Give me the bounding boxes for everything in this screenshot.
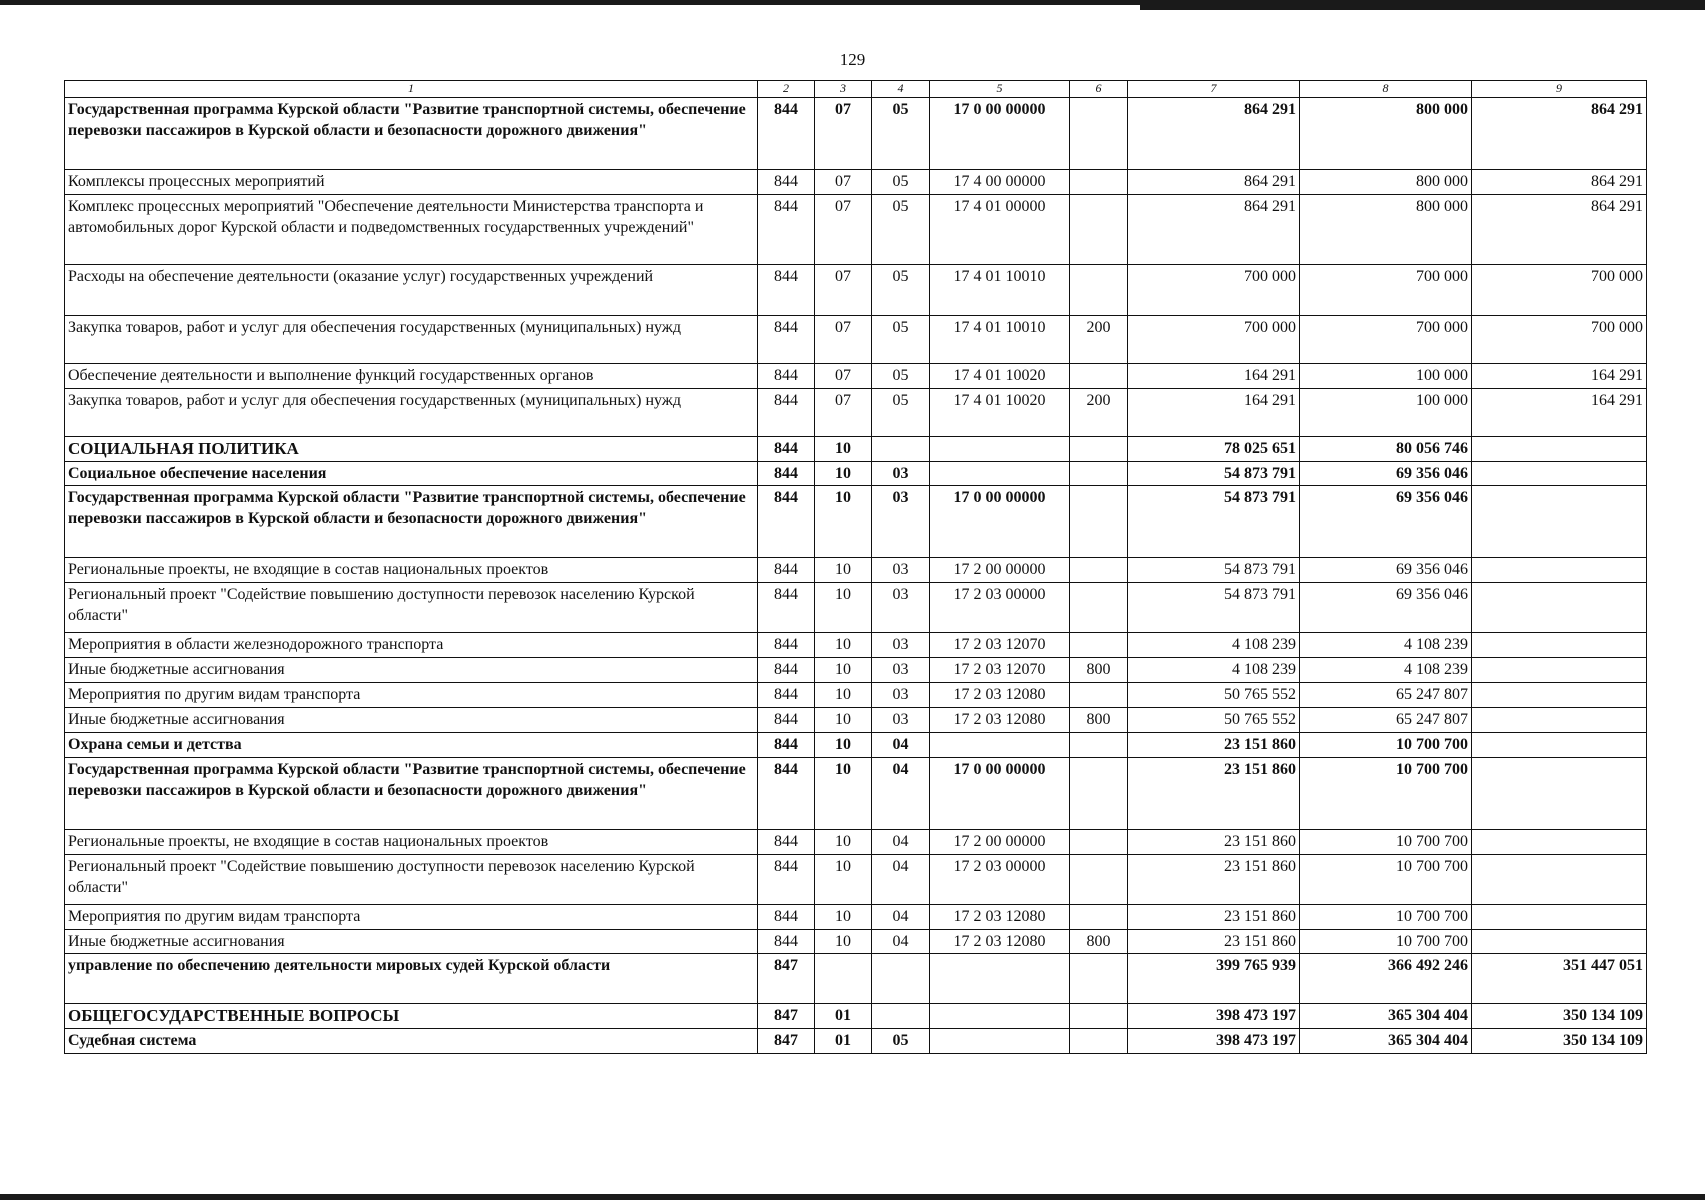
ministry-code-cell: 844 — [758, 170, 815, 195]
column-header: 3 — [815, 81, 872, 98]
amount-col7-cell: 23 151 860 — [1128, 855, 1300, 905]
subsection-code-cell: 04 — [872, 905, 930, 930]
section-code-cell: 10 — [815, 462, 872, 486]
subsection-code-cell: 05 — [872, 1029, 930, 1054]
table-row — [65, 558, 1647, 583]
subsection-code-cell: 03 — [872, 708, 930, 733]
subsection-code-cell: 04 — [872, 758, 930, 830]
table-row — [65, 195, 1647, 265]
table-row — [65, 486, 1647, 558]
amount-col9-cell: 164 291 — [1472, 364, 1647, 389]
row-name-cell: управление по обеспечению деятельности мировых судей Курской области — [65, 954, 758, 1004]
row-name-cell: Региональные проекты, не входящие в состав национальных проектов — [65, 558, 758, 583]
amount-col8-cell: 800 000 — [1300, 98, 1472, 170]
section-code-cell: 07 — [815, 364, 872, 389]
subsection-code-cell — [872, 954, 930, 1004]
row-name-cell: Региональный проект "Содействие повышению доступности перевозок населению Курской области" — [65, 583, 758, 633]
section-code-cell: 07 — [815, 98, 872, 170]
amount-col9-cell — [1472, 733, 1647, 758]
amount-col7-cell: 4 108 239 — [1128, 658, 1300, 683]
section-code-cell: 10 — [815, 830, 872, 855]
table-row — [65, 170, 1647, 195]
amount-col7-cell: 700 000 — [1128, 265, 1300, 316]
target-article-cell — [930, 954, 1070, 1004]
target-article-cell — [930, 733, 1070, 758]
expense-type-cell — [1070, 486, 1128, 558]
target-article-cell: 17 2 03 12070 — [930, 633, 1070, 658]
expense-type-cell — [1070, 830, 1128, 855]
target-article-cell: 17 4 00 00000 — [930, 170, 1070, 195]
row-name-cell: ОБЩЕГОСУДАРСТВЕННЫЕ ВОПРОСЫ — [65, 1004, 758, 1029]
target-article-cell: 17 0 00 00000 — [930, 486, 1070, 558]
target-article-cell: 17 4 01 10020 — [930, 389, 1070, 437]
amount-col8-cell: 69 356 046 — [1300, 486, 1472, 558]
target-article-cell — [930, 462, 1070, 486]
target-article-cell — [930, 1004, 1070, 1029]
section-code-cell: 10 — [815, 905, 872, 930]
expense-type-cell — [1070, 265, 1128, 316]
target-article-cell — [930, 437, 1070, 462]
column-header: 6 — [1070, 81, 1128, 98]
amount-col7-cell: 398 473 197 — [1128, 1004, 1300, 1029]
expense-type-cell — [1070, 1004, 1128, 1029]
amount-col8-cell: 365 304 404 — [1300, 1029, 1472, 1054]
amount-col7-cell: 23 151 860 — [1128, 758, 1300, 830]
scan-edge-bottom — [0, 1194, 1705, 1200]
row-name-cell: Государственная программа Курской области "Развитие транспортной системы, обеспечение перевозки пассажиров в Курской области и безопасности дорожного движения" — [65, 98, 758, 170]
expense-type-cell — [1070, 758, 1128, 830]
target-article-cell: 17 2 03 00000 — [930, 855, 1070, 905]
section-code-cell: 10 — [815, 658, 872, 683]
row-name-cell: Государственная программа Курской области "Развитие транспортной системы, обеспечение перевозки пассажиров в Курской области и безопасности дорожного движения" — [65, 486, 758, 558]
row-name-cell: Иные бюджетные ассигнования — [65, 708, 758, 733]
amount-col8-cell: 10 700 700 — [1300, 930, 1472, 954]
amount-col9-cell — [1472, 830, 1647, 855]
table-row — [65, 364, 1647, 389]
table-row — [65, 265, 1647, 316]
expense-type-cell: 200 — [1070, 316, 1128, 364]
amount-col7-cell: 4 108 239 — [1128, 633, 1300, 658]
amount-col7-cell: 54 873 791 — [1128, 558, 1300, 583]
target-article-cell: 17 2 00 00000 — [930, 830, 1070, 855]
header-row — [65, 81, 1647, 98]
table-row — [65, 683, 1647, 708]
ministry-code-cell: 844 — [758, 389, 815, 437]
amount-col9-cell — [1472, 633, 1647, 658]
amount-col8-cell: 366 492 246 — [1300, 954, 1472, 1004]
ministry-code-cell: 844 — [758, 708, 815, 733]
amount-col9-cell: 864 291 — [1472, 195, 1647, 265]
expense-type-cell — [1070, 905, 1128, 930]
row-name-cell: Обеспечение деятельности и выполнение функций государственных органов — [65, 364, 758, 389]
ministry-code-cell: 844 — [758, 558, 815, 583]
ministry-code-cell: 844 — [758, 583, 815, 633]
amount-col9-cell: 350 134 109 — [1472, 1004, 1647, 1029]
amount-col8-cell: 10 700 700 — [1300, 855, 1472, 905]
amount-col9-cell — [1472, 708, 1647, 733]
table-row — [65, 389, 1647, 437]
column-header: 8 — [1300, 81, 1472, 98]
section-code-cell: 10 — [815, 583, 872, 633]
row-name-cell: Региональный проект "Содействие повышению доступности перевозок населению Курской области" — [65, 855, 758, 905]
amount-col9-cell — [1472, 486, 1647, 558]
ministry-code-cell: 844 — [758, 830, 815, 855]
table-row — [65, 98, 1647, 170]
table-row — [65, 905, 1647, 930]
amount-col8-cell: 365 304 404 — [1300, 1004, 1472, 1029]
target-article-cell: 17 4 01 00000 — [930, 195, 1070, 265]
column-header: 2 — [758, 81, 815, 98]
amount-col8-cell: 10 700 700 — [1300, 758, 1472, 830]
amount-col9-cell: 864 291 — [1472, 98, 1647, 170]
amount-col9-cell: 350 134 109 — [1472, 1029, 1647, 1054]
subsection-code-cell: 03 — [872, 683, 930, 708]
expense-type-cell — [1070, 1029, 1128, 1054]
section-code-cell: 10 — [815, 683, 872, 708]
row-name-cell: Закупка товаров, работ и услуг для обеспечения государственных (муниципальных) нужд — [65, 316, 758, 364]
amount-col9-cell — [1472, 930, 1647, 954]
amount-col8-cell: 69 356 046 — [1300, 558, 1472, 583]
row-name-cell: Закупка товаров, работ и услуг для обеспечения государственных (муниципальных) нужд — [65, 389, 758, 437]
amount-col8-cell: 100 000 — [1300, 364, 1472, 389]
amount-col9-cell — [1472, 558, 1647, 583]
section-code-cell — [815, 954, 872, 1004]
target-article-cell: 17 4 01 10010 — [930, 316, 1070, 364]
subsection-code-cell: 05 — [872, 389, 930, 437]
target-article-cell: 17 2 03 12080 — [930, 683, 1070, 708]
amount-col8-cell: 10 700 700 — [1300, 830, 1472, 855]
target-article-cell: 17 2 00 00000 — [930, 558, 1070, 583]
amount-col8-cell: 65 247 807 — [1300, 708, 1472, 733]
subsection-code-cell: 04 — [872, 855, 930, 905]
expense-type-cell — [1070, 195, 1128, 265]
amount-col9-cell — [1472, 658, 1647, 683]
amount-col9-cell — [1472, 583, 1647, 633]
expense-type-cell — [1070, 855, 1128, 905]
expense-type-cell: 800 — [1070, 658, 1128, 683]
amount-col7-cell: 398 473 197 — [1128, 1029, 1300, 1054]
table-row — [65, 462, 1647, 486]
section-code-cell: 10 — [815, 855, 872, 905]
expense-type-cell: 800 — [1070, 708, 1128, 733]
scan-edge-top-right — [1140, 0, 1705, 10]
row-name-cell: Иные бюджетные ассигнования — [65, 930, 758, 954]
ministry-code-cell: 844 — [758, 855, 815, 905]
target-article-cell: 17 4 01 10010 — [930, 265, 1070, 316]
table-row — [65, 583, 1647, 633]
amount-col8-cell: 10 700 700 — [1300, 905, 1472, 930]
amount-col8-cell: 4 108 239 — [1300, 633, 1472, 658]
subsection-code-cell: 03 — [872, 583, 930, 633]
amount-col7-cell: 23 151 860 — [1128, 830, 1300, 855]
ministry-code-cell: 844 — [758, 930, 815, 954]
subsection-code-cell — [872, 437, 930, 462]
subsection-code-cell: 05 — [872, 364, 930, 389]
row-name-cell: СОЦИАЛЬНАЯ ПОЛИТИКА — [65, 437, 758, 462]
amount-col8-cell: 4 108 239 — [1300, 658, 1472, 683]
amount-col8-cell: 700 000 — [1300, 265, 1472, 316]
amount-col8-cell: 80 056 746 — [1300, 437, 1472, 462]
target-article-cell: 17 0 00 00000 — [930, 758, 1070, 830]
table-row — [65, 733, 1647, 758]
table-row — [65, 855, 1647, 905]
section-code-cell: 07 — [815, 265, 872, 316]
subsection-code-cell: 05 — [872, 316, 930, 364]
amount-col7-cell: 164 291 — [1128, 389, 1300, 437]
ministry-code-cell: 844 — [758, 486, 815, 558]
row-name-cell: Региональные проекты, не входящие в состав национальных проектов — [65, 830, 758, 855]
row-name-cell: Государственная программа Курской области "Развитие транспортной системы, обеспечение перевозки пассажиров в Курской области и безопасности дорожного движения" — [65, 758, 758, 830]
amount-col7-cell: 54 873 791 — [1128, 462, 1300, 486]
row-name-cell: Иные бюджетные ассигнования — [65, 658, 758, 683]
column-header: 1 — [65, 81, 758, 98]
amount-col9-cell — [1472, 683, 1647, 708]
amount-col7-cell: 399 765 939 — [1128, 954, 1300, 1004]
amount-col7-cell: 78 025 651 — [1128, 437, 1300, 462]
ministry-code-cell: 844 — [758, 462, 815, 486]
section-code-cell: 01 — [815, 1004, 872, 1029]
expense-type-cell — [1070, 364, 1128, 389]
amount-col7-cell: 54 873 791 — [1128, 583, 1300, 633]
ministry-code-cell: 844 — [758, 633, 815, 658]
column-header: 7 — [1128, 81, 1300, 98]
amount-col7-cell: 23 151 860 — [1128, 905, 1300, 930]
expense-type-cell — [1070, 558, 1128, 583]
target-article-cell: 17 2 03 12080 — [930, 930, 1070, 954]
ministry-code-cell: 844 — [758, 195, 815, 265]
section-code-cell: 07 — [815, 316, 872, 364]
section-code-cell: 10 — [815, 930, 872, 954]
table-row — [65, 930, 1647, 954]
amount-col9-cell — [1472, 462, 1647, 486]
row-name-cell: Мероприятия в области железнодорожного транспорта — [65, 633, 758, 658]
ministry-code-cell: 844 — [758, 437, 815, 462]
ministry-code-cell: 847 — [758, 1004, 815, 1029]
expense-type-cell — [1070, 683, 1128, 708]
target-article-cell: 17 0 00 00000 — [930, 98, 1070, 170]
row-name-cell: Комплексы процессных мероприятий — [65, 170, 758, 195]
subsection-code-cell: 05 — [872, 98, 930, 170]
subsection-code-cell: 03 — [872, 558, 930, 583]
ministry-code-cell: 844 — [758, 658, 815, 683]
section-code-cell: 10 — [815, 558, 872, 583]
expense-type-cell — [1070, 954, 1128, 1004]
row-name-cell: Социальное обеспечение населения — [65, 462, 758, 486]
row-name-cell: Мероприятия по другим видам транспорта — [65, 683, 758, 708]
amount-col9-cell — [1472, 855, 1647, 905]
amount-col7-cell: 23 151 860 — [1128, 733, 1300, 758]
amount-col7-cell: 864 291 — [1128, 98, 1300, 170]
expense-type-cell — [1070, 437, 1128, 462]
section-code-cell: 10 — [815, 758, 872, 830]
amount-col7-cell: 864 291 — [1128, 170, 1300, 195]
target-article-cell: 17 2 03 12080 — [930, 905, 1070, 930]
expense-type-cell — [1070, 733, 1128, 758]
expense-type-cell — [1070, 170, 1128, 195]
table-row — [65, 1029, 1647, 1054]
row-name-cell: Охрана семьи и детства — [65, 733, 758, 758]
table-row — [65, 658, 1647, 683]
amount-col9-cell: 700 000 — [1472, 265, 1647, 316]
ministry-code-cell: 844 — [758, 265, 815, 316]
expense-type-cell: 800 — [1070, 930, 1128, 954]
ministry-code-cell: 844 — [758, 733, 815, 758]
target-article-cell: 17 2 03 00000 — [930, 583, 1070, 633]
amount-col8-cell: 800 000 — [1300, 170, 1472, 195]
subsection-code-cell: 03 — [872, 633, 930, 658]
amount-col9-cell: 164 291 — [1472, 389, 1647, 437]
section-code-cell: 10 — [815, 733, 872, 758]
page-number: 129 — [839, 50, 866, 69]
table-row — [65, 316, 1647, 364]
amount-col8-cell: 700 000 — [1300, 316, 1472, 364]
amount-col8-cell: 100 000 — [1300, 389, 1472, 437]
subsection-code-cell: 04 — [872, 733, 930, 758]
ministry-code-cell: 844 — [758, 364, 815, 389]
subsection-code-cell: 05 — [872, 195, 930, 265]
ministry-code-cell: 844 — [758, 683, 815, 708]
amount-col8-cell: 69 356 046 — [1300, 583, 1472, 633]
target-article-cell: 17 2 03 12070 — [930, 658, 1070, 683]
subsection-code-cell: 03 — [872, 486, 930, 558]
target-article-cell — [930, 1029, 1070, 1054]
amount-col9-cell — [1472, 905, 1647, 930]
row-name-cell: Комплекс процессных мероприятий "Обеспечение деятельности Министерства транспорта и автомобильных дорог Курской области и подведомственных государственных учреждений" — [65, 195, 758, 265]
ministry-code-cell: 844 — [758, 316, 815, 364]
subsection-code-cell: 04 — [872, 930, 930, 954]
subsection-code-cell: 04 — [872, 830, 930, 855]
amount-col9-cell: 700 000 — [1472, 316, 1647, 364]
section-code-cell: 10 — [815, 633, 872, 658]
amount-col7-cell: 54 873 791 — [1128, 486, 1300, 558]
amount-col7-cell: 50 765 552 — [1128, 683, 1300, 708]
ministry-code-cell: 844 — [758, 98, 815, 170]
column-header: 5 — [930, 81, 1070, 98]
table-row — [65, 633, 1647, 658]
ministry-code-cell: 847 — [758, 1029, 815, 1054]
amount-col7-cell: 23 151 860 — [1128, 930, 1300, 954]
amount-col7-cell: 50 765 552 — [1128, 708, 1300, 733]
amount-col9-cell: 864 291 — [1472, 170, 1647, 195]
row-name-cell: Мероприятия по другим видам транспорта — [65, 905, 758, 930]
section-code-cell: 07 — [815, 389, 872, 437]
expense-type-cell — [1070, 462, 1128, 486]
subsection-code-cell: 03 — [872, 658, 930, 683]
ministry-code-cell: 844 — [758, 905, 815, 930]
budget-table — [64, 80, 1647, 1054]
table-row — [65, 708, 1647, 733]
column-header: 4 — [872, 81, 930, 98]
section-code-cell: 10 — [815, 486, 872, 558]
section-code-cell: 10 — [815, 437, 872, 462]
section-code-cell: 01 — [815, 1029, 872, 1054]
subsection-code-cell: 05 — [872, 265, 930, 316]
row-name-cell: Судебная система — [65, 1029, 758, 1054]
expense-type-cell: 200 — [1070, 389, 1128, 437]
expense-type-cell — [1070, 633, 1128, 658]
table-row — [65, 758, 1647, 830]
amount-col8-cell: 10 700 700 — [1300, 733, 1472, 758]
ministry-code-cell: 847 — [758, 954, 815, 1004]
amount-col9-cell — [1472, 437, 1647, 462]
amount-col9-cell — [1472, 758, 1647, 830]
subsection-code-cell: 03 — [872, 462, 930, 486]
amount-col8-cell: 800 000 — [1300, 195, 1472, 265]
target-article-cell: 17 2 03 12080 — [930, 708, 1070, 733]
section-code-cell: 10 — [815, 708, 872, 733]
table-row — [65, 437, 1647, 462]
ministry-code-cell: 844 — [758, 758, 815, 830]
amount-col8-cell: 65 247 807 — [1300, 683, 1472, 708]
target-article-cell: 17 4 01 10020 — [930, 364, 1070, 389]
column-header: 9 — [1472, 81, 1647, 98]
subsection-code-cell: 05 — [872, 170, 930, 195]
amount-col8-cell: 69 356 046 — [1300, 462, 1472, 486]
table-row — [65, 830, 1647, 855]
subsection-code-cell — [872, 1004, 930, 1029]
row-name-cell: Расходы на обеспечение деятельности (оказание услуг) государственных учреждений — [65, 265, 758, 316]
table-row — [65, 1004, 1647, 1029]
section-code-cell: 07 — [815, 170, 872, 195]
expense-type-cell — [1070, 98, 1128, 170]
expense-type-cell — [1070, 583, 1128, 633]
amount-col7-cell: 700 000 — [1128, 316, 1300, 364]
section-code-cell: 07 — [815, 195, 872, 265]
table-row — [65, 954, 1647, 1004]
amount-col9-cell: 351 447 051 — [1472, 954, 1647, 1004]
amount-col7-cell: 164 291 — [1128, 364, 1300, 389]
amount-col7-cell: 864 291 — [1128, 195, 1300, 265]
